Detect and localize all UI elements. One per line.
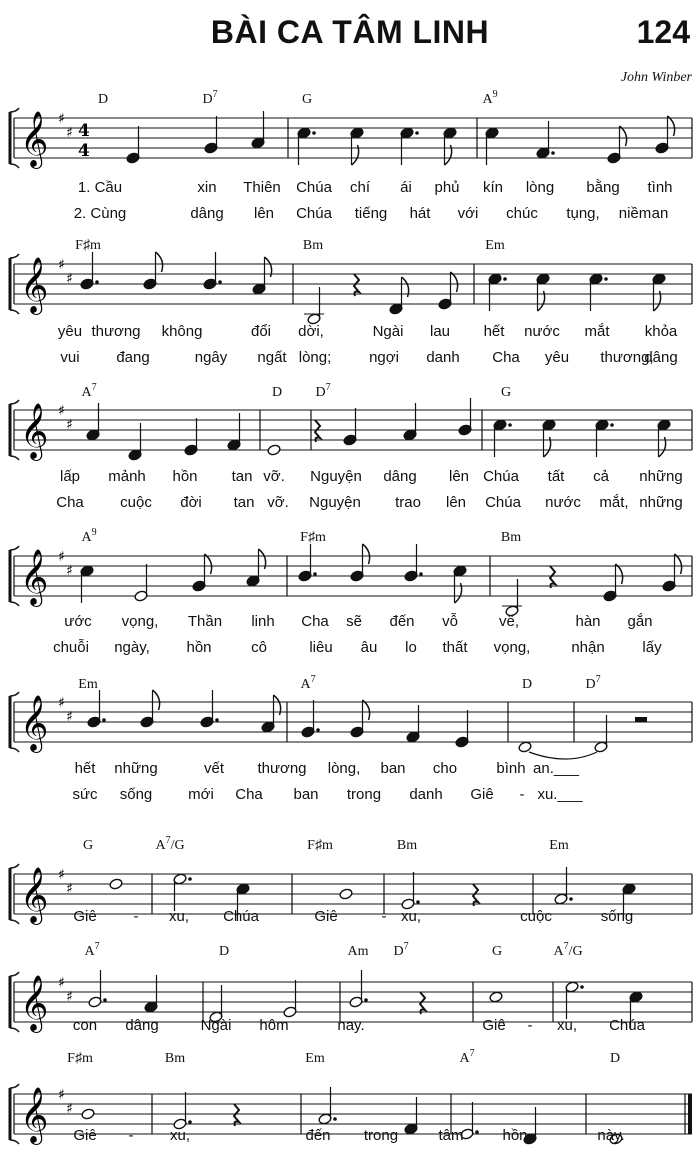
lyric-word: yêu [544, 349, 570, 366]
note [406, 705, 420, 743]
note [283, 980, 297, 1018]
rest [234, 1104, 239, 1126]
treble-clef-icon: 𝄞 [20, 1087, 49, 1143]
lyric-line-3-2 [56, 494, 682, 511]
tie [529, 752, 597, 759]
chord-row-7 [84, 941, 582, 959]
sharp-icon: ♯ [58, 867, 65, 883]
lyric-word: Cha [235, 786, 263, 803]
lyric-word: Nguyện [310, 468, 362, 485]
staff-system-1 [10, 108, 692, 169]
sharp-icon: ♯ [58, 549, 65, 565]
lyric-line-5-2 [72, 786, 583, 803]
lyric-line-7-1 [73, 1017, 646, 1034]
sharp-icon: ♯ [66, 271, 73, 287]
lyric-word: lên [253, 205, 275, 222]
note [488, 273, 507, 311]
lyric-word: ước [64, 613, 92, 630]
sharp-icon: ♯ [66, 881, 73, 897]
lyric-word: vỗ [442, 613, 458, 630]
lyric-word: dâng [190, 205, 224, 222]
lyric-word: trao [395, 494, 421, 511]
chord-symbol: $A^7$ [84, 941, 100, 959]
lyric-word: ngợi [369, 349, 399, 366]
lyric-word: chúc [506, 205, 538, 222]
chord-row-1 [98, 89, 498, 107]
lyric-line-1-2 [74, 205, 669, 222]
lyric-word: tan [233, 494, 255, 511]
lyric-word: vọng, [493, 639, 531, 656]
lyric-word: - [527, 1017, 533, 1034]
lyric-word: tâm [438, 1127, 464, 1144]
final-barline [688, 1094, 692, 1134]
note [485, 127, 499, 165]
lyric-line-2-2 [60, 349, 677, 366]
lyric-word: tiếng [354, 205, 388, 222]
lyric-word: hát [409, 205, 431, 222]
time-signature: 4 [78, 141, 90, 161]
lyric-word: cuộc [120, 494, 152, 511]
lyric-word: Nguyện [309, 494, 361, 511]
rest [420, 992, 425, 1014]
lyric-word: - [133, 908, 139, 925]
chord-symbol: $A^9$ [81, 527, 97, 545]
lyric-word: Giê [73, 908, 97, 925]
rest [473, 884, 478, 906]
chord-symbol: F♯m [300, 530, 326, 545]
lyric-word: Giê [482, 1017, 506, 1034]
lyric-word: Chúa [296, 179, 332, 196]
lyric-word: trong [346, 786, 382, 803]
lyric-line-6-1 [73, 908, 633, 925]
lyric-word: tình [647, 179, 673, 196]
lyric-word: Chúa [609, 1017, 645, 1034]
lyric-word: sức [72, 786, 98, 803]
lyric-word: mảnh [108, 468, 146, 485]
rest [315, 420, 320, 442]
lyric-word: tất [547, 468, 565, 485]
lyric-word: danh [409, 786, 443, 803]
song-title: BÀI CA TÂM LINH [210, 14, 490, 50]
time-signature: 4 [78, 121, 90, 141]
chord-symbol: $A^9$ [482, 89, 498, 107]
note [589, 273, 608, 311]
lyric-word: đổi [250, 323, 272, 340]
lyric-word: mắt [584, 323, 610, 340]
note [297, 127, 316, 165]
lyric-word: ái [400, 179, 412, 196]
note [536, 121, 555, 159]
lyric-word: yêu [57, 323, 83, 340]
lyric-word: con [72, 1017, 98, 1034]
note [400, 127, 419, 165]
lyric-word: hồn [502, 1127, 528, 1144]
note [80, 565, 94, 603]
lyric-word: Giê [470, 786, 494, 803]
lyric-word: Cha [56, 494, 84, 511]
lyric-word: khỏa [644, 323, 678, 340]
lyric-word: dâng [644, 349, 678, 366]
lyric-line-5-1 [75, 760, 580, 777]
lyric-word: vọng, [121, 613, 159, 630]
chord-row-2 [75, 238, 505, 253]
lyric-line-4-2 [53, 639, 662, 656]
lyric-word: tụng, [566, 205, 600, 222]
chord-symbol: $D^7$ [393, 941, 409, 959]
chord-symbol: Bm [396, 838, 418, 853]
lyric-word: những [639, 468, 683, 485]
note [652, 273, 666, 311]
note [318, 1087, 337, 1125]
chord-symbol: F♯m [67, 1051, 93, 1066]
lyric-word: Cha [492, 349, 520, 366]
lyric-word: dâng [383, 468, 417, 485]
lyric-word: đến [389, 613, 415, 630]
lyric-word: - [128, 1127, 134, 1144]
note [343, 408, 357, 446]
lyric-word: mắt, [599, 494, 629, 511]
lyric-word: nay. [337, 1017, 365, 1034]
lyric-word: những [114, 760, 158, 777]
staff-system-4 [10, 544, 692, 617]
sharp-icon: ♯ [58, 403, 65, 419]
note [458, 398, 472, 436]
note [389, 277, 409, 315]
lyric-word: vết [203, 760, 225, 777]
chord-symbol: $D^7$ [315, 382, 331, 400]
rest [550, 566, 555, 588]
lyric-word: niềm [618, 205, 652, 222]
note [339, 888, 353, 900]
lyric-word: kín [482, 179, 504, 196]
lyric-word: đến [305, 1127, 331, 1144]
chord-symbol: $A^7$ [300, 674, 316, 692]
lyric-word: nước [524, 323, 560, 340]
lyric-word: sống [119, 786, 153, 803]
lyric-word: hôm [259, 1017, 289, 1034]
lyric-word: lo [405, 639, 417, 656]
lyric-word: thương, [600, 349, 654, 366]
lyric-word: - [381, 908, 387, 925]
lyric-word: cô [251, 639, 267, 656]
chord-symbol: D [609, 1051, 621, 1066]
lyric-word: Thiên [243, 179, 281, 196]
chord-symbol: Em [305, 1051, 325, 1066]
lyric-word: 1. Cầu [77, 179, 123, 196]
lyric-word: lên [448, 468, 470, 485]
lyric-word: Cha [301, 613, 329, 630]
lyric-word: những [639, 494, 683, 511]
chord-symbol: F♯m [75, 238, 101, 253]
lyric-word: Chúa [223, 908, 259, 925]
sharp-icon: ♯ [58, 1087, 65, 1103]
note [404, 1097, 418, 1135]
lyric-word: Chúa [296, 205, 332, 222]
staff-system-2 [10, 252, 692, 325]
treble-clef-icon: 𝄞 [20, 975, 49, 1031]
note [126, 126, 140, 164]
note [128, 423, 142, 461]
lyric-word: Giê [73, 1127, 97, 1144]
treble-clef-icon: 𝄞 [20, 695, 49, 751]
lyric-word: vỡ. [267, 494, 289, 511]
lyric-word: lên [445, 494, 467, 511]
song-number: 124 [636, 14, 690, 50]
lyric-word: nhận [571, 639, 605, 656]
lyric-word: lòng; [298, 349, 332, 366]
sharp-icon: ♯ [66, 563, 73, 579]
lyric-word: âu [360, 639, 378, 656]
chord-symbol: D [97, 92, 109, 107]
chord-symbol: D [271, 385, 283, 400]
lyric-word: tan [231, 468, 253, 485]
sharp-icon: ♯ [66, 709, 73, 725]
chord-symbol: $A^7$ [459, 1048, 475, 1066]
chord-symbol: F♯m [307, 838, 333, 853]
note [489, 991, 503, 1003]
lyric-word: 2. Cùng [73, 205, 127, 222]
note [86, 403, 100, 441]
lyric-word: chuỗi [53, 639, 89, 656]
lyric-word: nước [545, 494, 581, 511]
lyric-line-3-1 [60, 468, 683, 485]
note [554, 867, 573, 905]
treble-clef-icon: 𝄞 [20, 403, 49, 459]
lyric-word: Ngài [372, 323, 404, 340]
note [173, 873, 192, 911]
note [493, 419, 512, 457]
lyric-word: sống [600, 908, 634, 925]
lyric-word: xu, [556, 1017, 578, 1034]
lyric-word: trong [363, 1127, 399, 1144]
chord-symbol: $D^7$ [585, 674, 601, 692]
chord-symbol: Am [347, 944, 369, 959]
note [109, 878, 123, 890]
note [595, 419, 614, 457]
note [594, 715, 608, 753]
lyric-word: ban [380, 760, 406, 777]
note [144, 975, 158, 1013]
chord-symbol: $A^7/G$ [553, 941, 583, 959]
lyric-word: cho [432, 760, 458, 777]
chord-symbol: D [521, 677, 533, 692]
lyric-word: Chúa [483, 468, 519, 485]
lyric-word: hồn [186, 639, 212, 656]
note [455, 710, 469, 748]
lyric-word: liêu [309, 639, 333, 656]
chord-symbol: $A^7$ [81, 382, 97, 400]
lyric-word: ngây [194, 349, 228, 366]
note [267, 444, 281, 456]
lyric-word: an.___ [533, 760, 579, 777]
chord-row-6 [83, 835, 569, 853]
chord-symbol: G [82, 838, 94, 853]
lyric-word: đang [116, 349, 150, 366]
chord-symbol: G [301, 92, 313, 107]
note [403, 403, 417, 441]
lyric-word: cả [593, 468, 609, 485]
lyric-word: chí [349, 179, 371, 196]
lyric-word: thất [442, 639, 468, 656]
note [304, 287, 324, 325]
lyric-word: dâng [125, 1017, 159, 1034]
sharp-icon: ♯ [58, 111, 65, 127]
lyric-line-8-1 [73, 1127, 624, 1144]
staff-system-8 [10, 1084, 692, 1145]
lyric-word: mới [188, 786, 214, 803]
note [252, 257, 272, 295]
lyric-word: an [651, 205, 669, 222]
note [443, 127, 457, 165]
lyric-word: thương [257, 760, 307, 777]
lyric-line-4-1 [64, 613, 652, 630]
lyric-line-1-1 [78, 179, 673, 196]
chord-row-3 [81, 382, 511, 400]
note [184, 418, 198, 456]
lyric-word: về, [498, 613, 520, 630]
chord-symbol: Bm [500, 530, 522, 545]
rest [354, 274, 359, 296]
chord-row-4 [81, 527, 521, 545]
lyric-line-2-1 [58, 323, 678, 340]
lyric-word: danh [426, 349, 460, 366]
rest [635, 717, 647, 722]
note [134, 564, 148, 602]
note [227, 413, 241, 451]
chord-row-5 [78, 674, 600, 692]
lyric-word: bình [496, 760, 526, 777]
lyric-word: thương [91, 323, 141, 340]
lyric-word: lau [429, 323, 451, 340]
chord-symbol: Bm [302, 238, 324, 253]
lyric-word: hàn [575, 613, 601, 630]
lyric-word: hết [74, 760, 96, 777]
lyric-word: gắn [627, 613, 653, 630]
lyric-word: xin [197, 179, 217, 196]
sharp-icon: ♯ [66, 417, 73, 433]
lyric-word: lấy [642, 639, 662, 656]
lyric-word: với [457, 205, 479, 222]
lyric-word: vỡ. [263, 468, 285, 485]
lyric-word: Thần [187, 613, 223, 630]
note [261, 695, 281, 733]
note [204, 116, 218, 154]
sharp-icon: ♯ [58, 695, 65, 711]
treble-clef-icon: 𝄞 [20, 867, 49, 923]
chord-symbol: Em [485, 238, 505, 253]
note [246, 549, 266, 587]
lyric-word: này. [597, 1127, 625, 1144]
lyric-word: hồn [172, 468, 198, 485]
note [565, 981, 584, 1019]
lyric-word: ngất [257, 349, 287, 366]
note [453, 565, 467, 603]
sharp-icon: ♯ [58, 257, 65, 273]
composer: John Winber [620, 70, 692, 85]
lyric-word: cuộc [520, 908, 552, 925]
treble-clef-icon: 𝄞 [20, 111, 49, 167]
treble-clef-icon: 𝄞 [20, 257, 49, 313]
sharp-icon: ♯ [58, 975, 65, 991]
lyric-word: lòng [525, 179, 555, 196]
note [81, 1108, 95, 1120]
note [502, 579, 522, 617]
treble-clef-icon: 𝄞 [20, 549, 49, 605]
chord-symbol: G [491, 944, 503, 959]
lyric-word: Giê [314, 908, 338, 925]
chord-symbol: $A^7/G$ [155, 835, 185, 853]
chord-symbol: Em [549, 838, 569, 853]
lyric-word: xu.___ [537, 786, 583, 803]
chord-symbol: $D^7$ [202, 89, 218, 107]
lyric-word: xu, [169, 1127, 191, 1144]
lyric-word: linh [251, 613, 275, 630]
note [657, 419, 671, 457]
lyric-word: Chúa [485, 494, 521, 511]
chord-row-8 [67, 1048, 620, 1066]
lyric-word: dời, [298, 323, 324, 340]
chord-symbol: Em [78, 677, 98, 692]
staff-system-5 [10, 690, 692, 759]
chord-symbol: Bm [164, 1051, 186, 1066]
lyric-word: lòng, [327, 760, 361, 777]
lyric-word: ban [293, 786, 319, 803]
note [518, 741, 532, 753]
sharp-icon: ♯ [66, 125, 73, 141]
lyric-word: Ngài [200, 1017, 232, 1034]
lyric-word: phủ [434, 179, 460, 196]
sharp-icon: ♯ [66, 989, 73, 1005]
lyric-word: - [519, 786, 525, 803]
lyric-word: xu, [168, 908, 190, 925]
lyric-word: xu, [400, 908, 422, 925]
lyric-word: vui [60, 349, 80, 366]
chord-symbol: D [218, 944, 230, 959]
chord-symbol: G [500, 385, 512, 400]
note [251, 111, 265, 149]
lyric-word: sẽ [346, 613, 362, 630]
note [542, 419, 556, 457]
lyric-word: hết [483, 323, 505, 340]
sharp-icon: ♯ [66, 1101, 73, 1117]
note [536, 273, 550, 311]
lyric-word: đời [180, 494, 202, 511]
staff-system-3 [10, 398, 692, 461]
lyric-word: ngày, [114, 639, 150, 656]
lyric-word: lấp [59, 468, 81, 485]
staff-system-6 [10, 864, 692, 925]
lyric-word: bằng [586, 179, 620, 196]
note [350, 127, 364, 165]
lyric-word: không [161, 323, 203, 340]
